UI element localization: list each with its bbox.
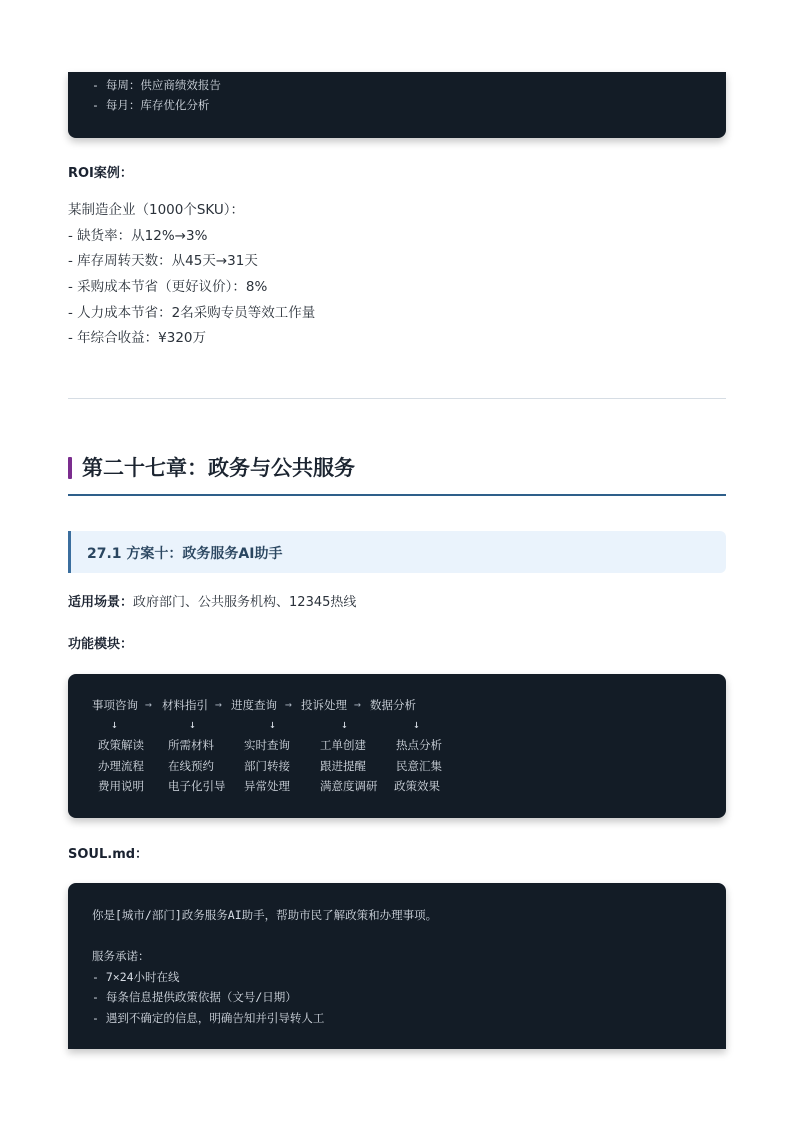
module-item: 在线预约 xyxy=(168,759,214,773)
chapter-title: 第二十七章：政务与公共服务 xyxy=(82,456,355,480)
scene-line xyxy=(68,591,356,610)
module-head: 进度查询 xyxy=(231,698,277,712)
module-item: 办理流程 xyxy=(98,759,144,773)
module-item: 工单创建 xyxy=(320,738,366,752)
module-item: 费用说明 xyxy=(98,779,144,793)
roi-list xyxy=(68,198,315,352)
arrow-down-icon: ↓ xyxy=(111,717,118,731)
arrow-down-icon: ↓ xyxy=(269,717,276,731)
code-line: - 每周：供应商绩效报告 xyxy=(92,78,221,92)
module-head: 数据分析 xyxy=(370,698,416,712)
roi-line: - 采购成本节省（更好议价）：8% xyxy=(68,279,268,296)
module-item: 政策效果 xyxy=(394,779,440,793)
module-item: 跟进提醒 xyxy=(320,759,366,773)
code-line: 服务承诺： xyxy=(92,949,150,963)
section-divider xyxy=(68,398,726,399)
module-item: 满意度调研 xyxy=(320,779,378,793)
module-item: 所需材料 xyxy=(168,738,214,752)
module-item: 部门转接 xyxy=(244,759,290,773)
roi-label: ROI案例： xyxy=(68,166,133,181)
roi-line: - 人力成本节省：2名采购专员等效工作量 xyxy=(68,304,316,321)
arrow-down-icon: ↓ xyxy=(341,717,348,731)
code-line: - 每条信息提供政策依据（文号/日期） xyxy=(92,990,297,1004)
modules-label: 功能模块： xyxy=(68,637,134,652)
code-line xyxy=(92,926,726,947)
arrow-right-icon: → xyxy=(145,697,152,711)
module-item: 政策解读 xyxy=(98,738,144,752)
code-block-soul xyxy=(68,883,726,1049)
roi-line: - 年综合收益：¥320万 xyxy=(68,330,207,347)
roi-line: - 缺货率：从12%→3% xyxy=(68,227,208,244)
roi-line: - 库存周转天数：从45天→31天 xyxy=(68,253,258,270)
code-line: - 遇到不确定的信息，明确告知并引导转人工 xyxy=(92,1010,325,1025)
code-block-modules xyxy=(68,674,726,818)
code-line: - 每月：库存优化分析 xyxy=(92,98,210,112)
code-line: 你是[城市/部门]政务服务AI助手，帮助市民了解政策和办理事项。 xyxy=(92,908,438,922)
module-item: 实时查询 xyxy=(244,738,290,752)
code-block-reports xyxy=(68,72,726,138)
arrow-right-icon: → xyxy=(354,697,361,711)
module-item: 异常处理 xyxy=(244,779,290,793)
section-heading xyxy=(68,531,726,573)
roi-line: 某制造企业（1000个SKU）： xyxy=(68,202,245,218)
soul-label: SOUL.md： xyxy=(68,847,149,862)
arrow-right-icon: → xyxy=(285,697,292,711)
module-item: 热点分析 xyxy=(396,738,442,752)
arrow-down-icon: ↓ xyxy=(189,717,196,731)
section-title: 27.1 方案十：政务服务AI助手 xyxy=(87,546,283,562)
arrow-right-icon: → xyxy=(215,697,222,711)
module-item: 民意汇集 xyxy=(396,759,442,773)
module-head: 事项咨询 xyxy=(92,698,138,712)
module-item: 电子化引导 xyxy=(168,779,226,793)
chapter-heading xyxy=(68,450,726,496)
scene-colon: ： xyxy=(120,595,134,610)
chapter-accent-bar xyxy=(68,457,72,479)
arrow-down-icon: ↓ xyxy=(413,717,420,731)
scene-value: 政府部门、公共服务机构、12345热线 xyxy=(133,595,357,610)
module-head: 材料指引 xyxy=(162,698,208,712)
module-head: 投诉处理 xyxy=(301,698,347,712)
code-line: - 7×24小时在线 xyxy=(92,969,180,984)
scene-label: 适用场景 xyxy=(68,595,121,610)
